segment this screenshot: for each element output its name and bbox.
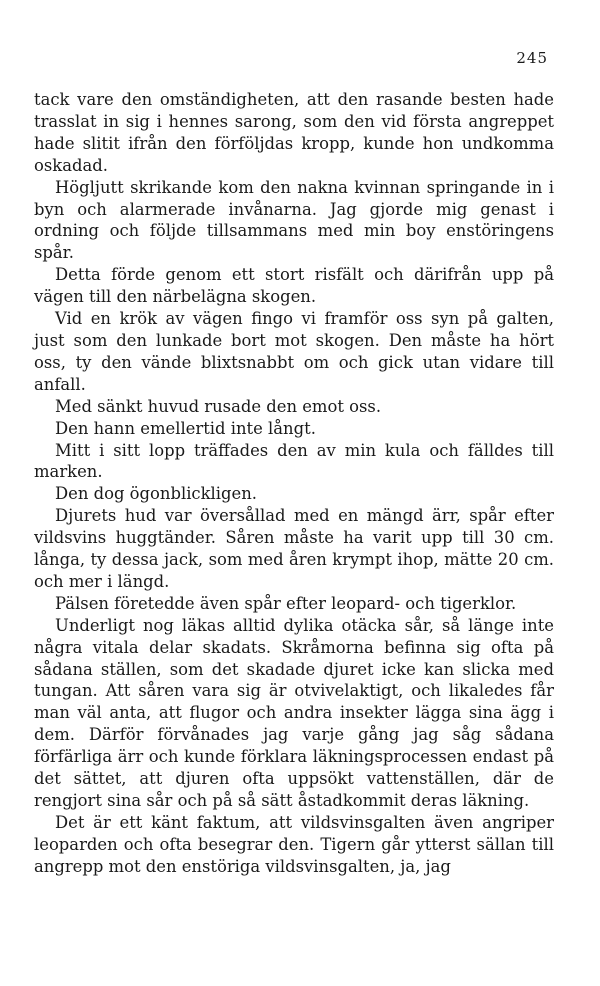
paragraph-2: Högljutt skrikande kom den nakna kvinnan springande in i byn och alarmerade invånarna. Jag gjorde mig genast i ordning och följde tillsammans med min boy enstöringens spår. [34, 177, 554, 263]
paragraph-5: Med sänkt huvud rusade den emot oss. [55, 396, 382, 416]
paragraph-7: Mitt i sitt lopp träffades den av min kula och fälldes till marken. [34, 440, 554, 482]
paragraph-9: Djurets hud var översållad med en mängd ärr, spår efter vildsvins huggtänder. Såren måste ha varit upp till 30 cm. långa, ty dessa jack, som med åren krympt ihop, mätte 20 cm. och mer i längd. [34, 506, 554, 591]
body-text [34, 89, 554, 878]
paragraph-1: tack vare den omständigheten, att den rasande besten hade trasslat in sig i hennes sarong, som den vid första angreppet hade slitit ifrån den förföljdas kropp, kunde hon undkomma oskadad. [34, 90, 554, 175]
paragraph-11: Underligt nog läkas alltid dylika otäcka sår, så länge inte några vitala delar skadats. Skråmorna befinna sig ofta på sådana ställen, som det skadade djuret icke kan slicka med tungan. Att såren vara sig är otvivelaktigt, och likaledes får man väl anta, att flugor och andra insekter lägga sina ägg i dem. Därför förvånades jag varje gång jag såg sådana förfärliga ärr och kunde förklara läkningsprocessen endast på det sättet, att djuren ofta uppsökt vattenställen, där de rengjort sina sår och på så sätt åstadkommit deras läkning. [34, 615, 554, 810]
paragraph-6: Den hann emellertid inte långt. [55, 418, 316, 438]
paragraph-8: Den dog ögonblickligen. [55, 484, 257, 504]
paragraph-10: Pälsen företedde även spår efter leopard- och tigerklor. [55, 593, 517, 613]
paragraph-3: Detta förde genom ett stort risfält och därifrån upp på vägen till den närbelägna skogen. [34, 265, 554, 307]
page-number: 245 [516, 49, 548, 67]
paragraph-4: Vid en krök av vägen fingo vi framför oss syn på galten, just som den lunkade bort mot skogen. Den måste ha hört oss, ty den vände blixtsnabbt om och gick utan vidare till anfall. [34, 309, 554, 394]
paragraph-12: Det är ett känt faktum, att vildsvinsgalten även angriper leoparden och ofta besegrar den. Tigern går ytterst sällan till angrepp mot den enstöriga vildsvinsgalten, ja, jag [34, 812, 554, 876]
